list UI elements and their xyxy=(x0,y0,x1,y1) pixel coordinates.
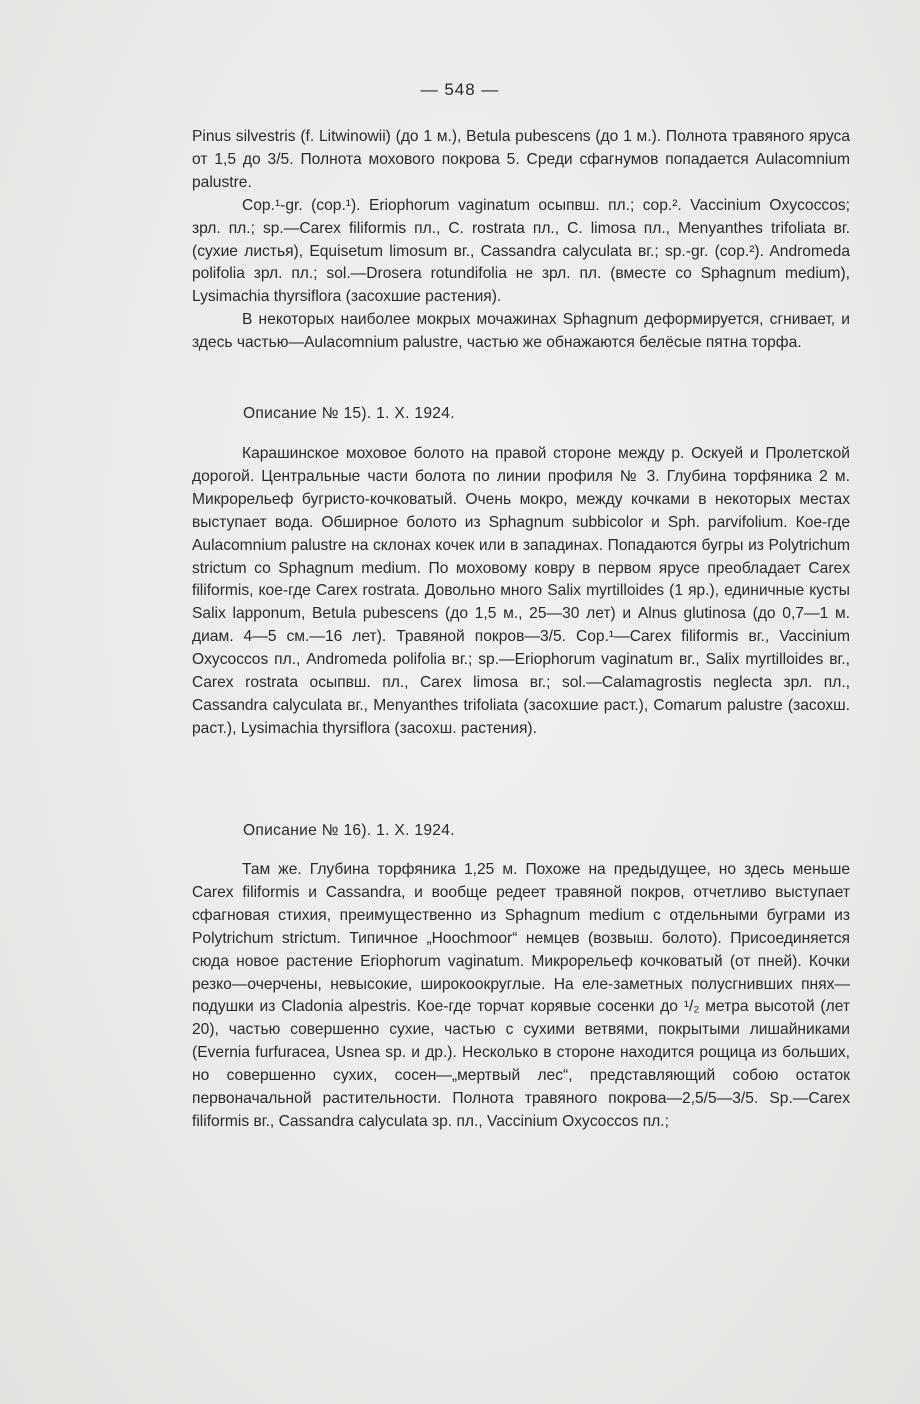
section-continuation xyxy=(192,126,850,355)
section-15-body xyxy=(192,443,850,741)
section-16-body xyxy=(192,859,850,1134)
paragraph: Там же. Глубина торфяника 1,25 м. Похоже на предыдущее, но здесь меньше Carex filiformis и Cassandra, и вообще редеет травяной покров, отчетливо выступает сфагновая стихия, преимущественно из Sphagnum medium с отдельными буграми из Polytrichum strictum. Типичное „Hoochmoor“ немцев (возвыш. болото). Присоединяется сюда новое растение Eriophorum vaginatum. Микрорельеф кочковатый (от пней). Кочки резко—очерчены, невысокие, широкоокруглые. На еле-заметных полусгнивших пнях—подушки из Cladonia alpestris. Кое-где торчат корявые сосенки до ¹/₂ метра высотой (лет 20), частью совершенно сухие, частью с сухими ветвями, покрытыми лишайниками (Evernia furfuracea, Usnea sp. и др.). Несколько в стороне находится рощица из больших, но совершенно сухих, сосен—„мертвый лес“, представляющий собою остаток первоначальной растительности. Полнота травяного покрова—2,5/5—3/5. Sp.—Carex filiformis вг., Cassandra calyculata зр. пл., Vaccinium Oxycoccos пл.; xyxy=(192,861,850,1130)
paragraph: Карашинское моховое болото на правой стороне между р. Оскуей и Пролетской дорогой. Центральные части болота по линии профиля № 3. Глубина торфяника 2 м. Микрорельеф бугристо-кочковатый. Очень мокро, между кочками в некоторых местах выступает вода. Обширное болото из Sphagnum subbicolor и Sph. parvifolium. Кое-где Aulacomnium palustre на склонах кочек или в западинах. Попадаются бугры из Polytrichum strictum со Sphagnum medium. По моховому ковру в первом ярусе преобладает Carex filiformis, кое-где Carex rostrata. Довольно много Salix myrtilloides (1 яр.), единичные кусты Salix lapponum, Betula pubescens (до 1,5 м., 25—30 лет) и Alnus glutinosa (до 0,7—1 м. диам. 4—5 см.—16 лет). Травяной покров—3/5. Cop.¹—Carex filiformis вг., Vaccinium Oxycoccos пл., Andromeda polifolia вг.; sp.—Eriophorum vaginatum вг., Salix myrtilloides вг., Carex rostrata осыпвш. пл., Carex limosa вг.; sol.—Calamagrostis neglecta зрл. пл., Cassandra calyculata вг., Menyanthes trifoliata (засохшие раст.), Comarum palustre (засохш. раст.), Lysimachia thyrsiflora (засохш. растения). xyxy=(192,445,850,737)
paragraph: Pinus silvestris (f. Litwinowii) (до 1 м.), Betula pubescens (до 1 м.). Полнота травяного яруса от 1,5 до 3/5. Полнота мохового покрова 5. Среди сфагнумов попадается Aulacomnium palustre. xyxy=(192,128,850,191)
section-heading-16: Описание № 16). 1. X. 1924. xyxy=(243,822,455,839)
paragraph: В некоторых наиболее мокрых мочажинах Sphagnum деформируется, сгнивает, и здесь частью—Aulacomnium palustre, частью же обнажаются белёсые пятна торфа. xyxy=(192,311,850,352)
section-heading-15: Описание № 15). 1. X. 1924. xyxy=(243,405,455,422)
page-number: — 548 — xyxy=(420,80,500,99)
paragraph: Cop.¹-gr. (cop.¹). Eriophorum vaginatum осыпвш. пл.; cop.². Vaccinium Oxycoccos; зрл. пл.; sp.—Carex filiformis пл., C. rostrata пл., C. limosa пл., Menyanthes trifoliata вг. (сухие листья), Equisetum limosum вг., Cassandra calyculata вг.; sp.-gr. (cop.²). Andromeda polifolia зрл. пл.; sol.—Drosera rotundifolia не зрл. пл. (вместе со Sphagnum medium), Lysimachia thyrsiflora (засохшие растения). xyxy=(192,196,850,306)
